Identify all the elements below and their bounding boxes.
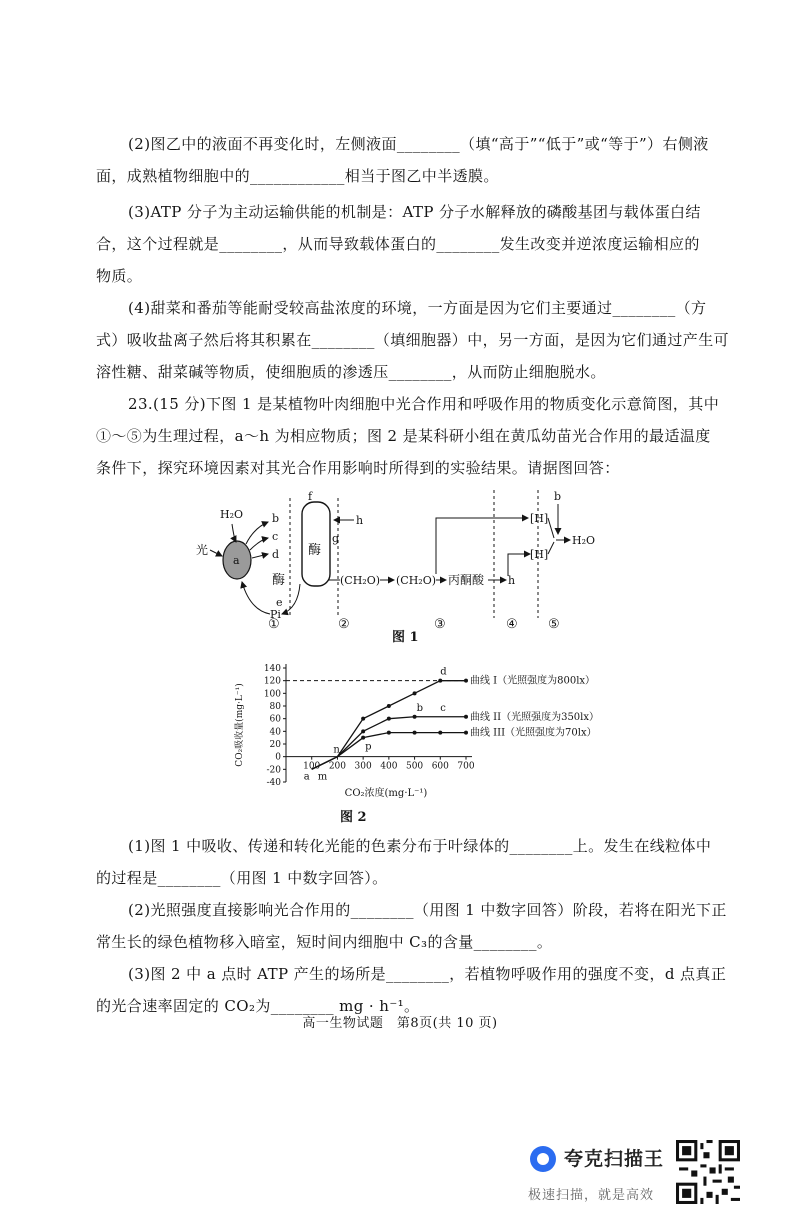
label-h-top: h xyxy=(356,514,364,527)
x-tick-label: 600 xyxy=(431,761,449,772)
x-tick-label: 200 xyxy=(328,761,347,772)
series-point xyxy=(387,704,391,708)
q22-part3-line1: (3)ATP 分子为主动运输供能的机制是：ATP 分子水解释放的磷酸基团与载体蛋白结 xyxy=(128,203,701,221)
q23-sub2 xyxy=(96,894,727,958)
q22-part4-line2: 式）吸收盐离子然后将其积累在________（填细胞器）中，另一方面，是因为它们通过产生可 xyxy=(96,331,730,349)
q23-sub3-line2: 的光合速率固定的 CO₂为________ mg · h⁻¹。 xyxy=(96,997,420,1015)
x-tick-label: 400 xyxy=(380,761,398,772)
series-point xyxy=(413,731,417,735)
q22-part4 xyxy=(96,292,730,388)
q23-sub1-line2: 的过程是________（用图 1 中数字回答）。 xyxy=(96,869,388,887)
label-h-right: h xyxy=(508,574,516,587)
q22-part4-line3: 溶性糖、甜菜碱等物质，使细胞质的渗透压________，从而防止细胞脱水。 xyxy=(96,363,606,381)
series-point xyxy=(413,691,417,695)
label-h2o-out: H₂O xyxy=(572,534,596,547)
quark-logo-icon xyxy=(530,1146,556,1172)
q23-sub1-line1: (1)图 1 中吸收、传递和转化光能的色素分布于叶绿体的________上。发生在线粒体中 xyxy=(128,837,712,855)
y-tick-label: 40 xyxy=(269,727,281,738)
series-point xyxy=(361,717,365,721)
legend-label-1: 曲线 I（光照强度为800lx） xyxy=(470,675,596,687)
label-d: d xyxy=(272,548,280,561)
q22-part3 xyxy=(96,196,704,292)
label-h2o-in: H₂O xyxy=(220,508,244,521)
q22-part3-line2: 合，这个过程就是________，从而导致载体蛋白的________发生改变并逆浓度运输相应的 xyxy=(96,235,700,253)
label-g: g xyxy=(332,532,340,545)
scanner-slogan: 极速扫描，就是高效 xyxy=(528,1188,655,1203)
q23-intro-line2: ①～⑤为生理过程，a～h 为相应物质；图 2 是某科研小组在黄瓜幼苗光合作用的最适温度 xyxy=(96,427,711,445)
stage-1: ① xyxy=(268,617,280,632)
point-label-p: p xyxy=(365,741,372,753)
stage-2: ② xyxy=(338,617,350,632)
series-point xyxy=(464,715,468,719)
q22-part3-line3: 物质。 xyxy=(96,267,143,285)
x-tick-label: 300 xyxy=(354,761,372,772)
point-label-m: m xyxy=(317,771,328,783)
series-point xyxy=(464,731,468,735)
series-point xyxy=(361,736,365,740)
label-c: c xyxy=(272,530,279,543)
q23-intro-line3: 条件下，探究环境因素对其光合作用影响时所得到的实验结果。请据图回答： xyxy=(96,459,620,477)
qr-code-icon xyxy=(676,1140,740,1204)
point-label-n: n xyxy=(333,744,340,756)
label-pi: Pi xyxy=(270,608,281,621)
series-point xyxy=(361,729,365,733)
point-label-a: a xyxy=(303,771,310,783)
y-tick-label: -20 xyxy=(266,765,281,776)
figure2-chart xyxy=(228,660,608,800)
q23-intro-line1: 23.(15 分)下图 1 是某植物叶肉细胞中光合作用和呼吸作用的物质变化示意简图，其中 xyxy=(128,395,720,413)
stage-3: ③ xyxy=(434,617,446,632)
scanner-brand: 夸克扫描王 xyxy=(564,1148,665,1170)
label-H2: [H] xyxy=(530,548,549,561)
label-H1: [H] xyxy=(530,512,549,525)
q23-sub1 xyxy=(96,830,712,894)
y-tick-label: -40 xyxy=(266,778,281,788)
label-pyruvate: 丙酮酸 xyxy=(448,573,485,587)
y-tick-label: 120 xyxy=(263,676,281,687)
series-point xyxy=(387,717,391,721)
legend-label-2: 曲线 II（光照强度为350lx） xyxy=(470,711,600,723)
y-tick-label: 0 xyxy=(275,752,281,763)
y-axis-label: CO₂吸收量(mg·L⁻¹) xyxy=(235,683,245,767)
label-b: b xyxy=(272,512,280,525)
label-e: e xyxy=(276,596,283,609)
series-point xyxy=(413,715,417,719)
y-tick-label: 20 xyxy=(269,740,281,750)
figure1-diagram xyxy=(190,488,610,648)
series-line-1 xyxy=(312,681,466,770)
y-tick-label: 60 xyxy=(269,714,281,725)
q23-sub2-line2: 常生长的绿色植物移入暗室，短时间内细胞中 C₃的含量________。 xyxy=(96,933,553,951)
q23-sub3-line1: (3)图 2 中 a 点时 ATP 产生的场所是________，若植物呼吸作用的强度不变，d 点真正 xyxy=(128,965,727,983)
stage-4: ④ xyxy=(506,617,518,632)
y-tick-label: 140 xyxy=(263,664,281,674)
x-tick-label: 500 xyxy=(405,761,424,772)
label-ch2o-1: (CH₂O) xyxy=(340,574,381,587)
label-ch2o-2: (CH₂O) xyxy=(396,574,437,587)
x-axis-label: CO₂浓度(mg·L⁻¹) xyxy=(344,788,428,799)
q22-part2-line2: 面，成熟植物细胞中的____________相当于图乙中半透膜。 xyxy=(96,167,499,185)
x-tick-label: 100 xyxy=(303,761,321,772)
y-tick-label: 80 xyxy=(269,702,281,712)
page-footer: 高一生物试题 第8页(共 10 页) xyxy=(302,1016,498,1031)
point-label-c: c xyxy=(440,702,446,714)
q22-part4-line1: (4)甜菜和番茄等能耐受较高盐浓度的环境，一方面是因为它们主要通过________（方 xyxy=(128,299,707,317)
series-point xyxy=(438,679,442,683)
point-label-d: d xyxy=(440,666,447,678)
q23-sub2-line1: (2)光照强度直接影响光合作用的________（用图 1 中数字回答）阶段，若将在阳光下正 xyxy=(128,901,727,919)
label-enzyme1: 酶 xyxy=(272,573,286,588)
q22-part2-line1: (2)图乙中的液面不再变化时，左侧液面________（填“高于”“低于”或“等于”）右侧液 xyxy=(128,135,709,153)
series-point xyxy=(387,731,391,735)
label-f: f xyxy=(308,490,313,503)
stage-5: ⑤ xyxy=(548,617,560,632)
q23-intro xyxy=(96,388,720,484)
figure1-caption: 图 1 xyxy=(392,630,419,645)
q22-part2 xyxy=(96,128,709,192)
y-tick-label: 100 xyxy=(263,689,281,700)
series-point xyxy=(438,731,442,735)
legend-label-3: 曲线 III（光照强度为70lx） xyxy=(470,727,597,739)
label-light: 光 xyxy=(196,543,209,557)
figure2-caption: 图 2 xyxy=(340,810,367,825)
label-enzyme2: 酶 xyxy=(308,543,322,558)
point-label-b: b xyxy=(416,702,423,714)
label-b-right: b xyxy=(554,490,562,503)
series-point xyxy=(464,679,468,683)
x-tick-label: 700 xyxy=(457,761,475,772)
label-a: a xyxy=(233,554,240,567)
